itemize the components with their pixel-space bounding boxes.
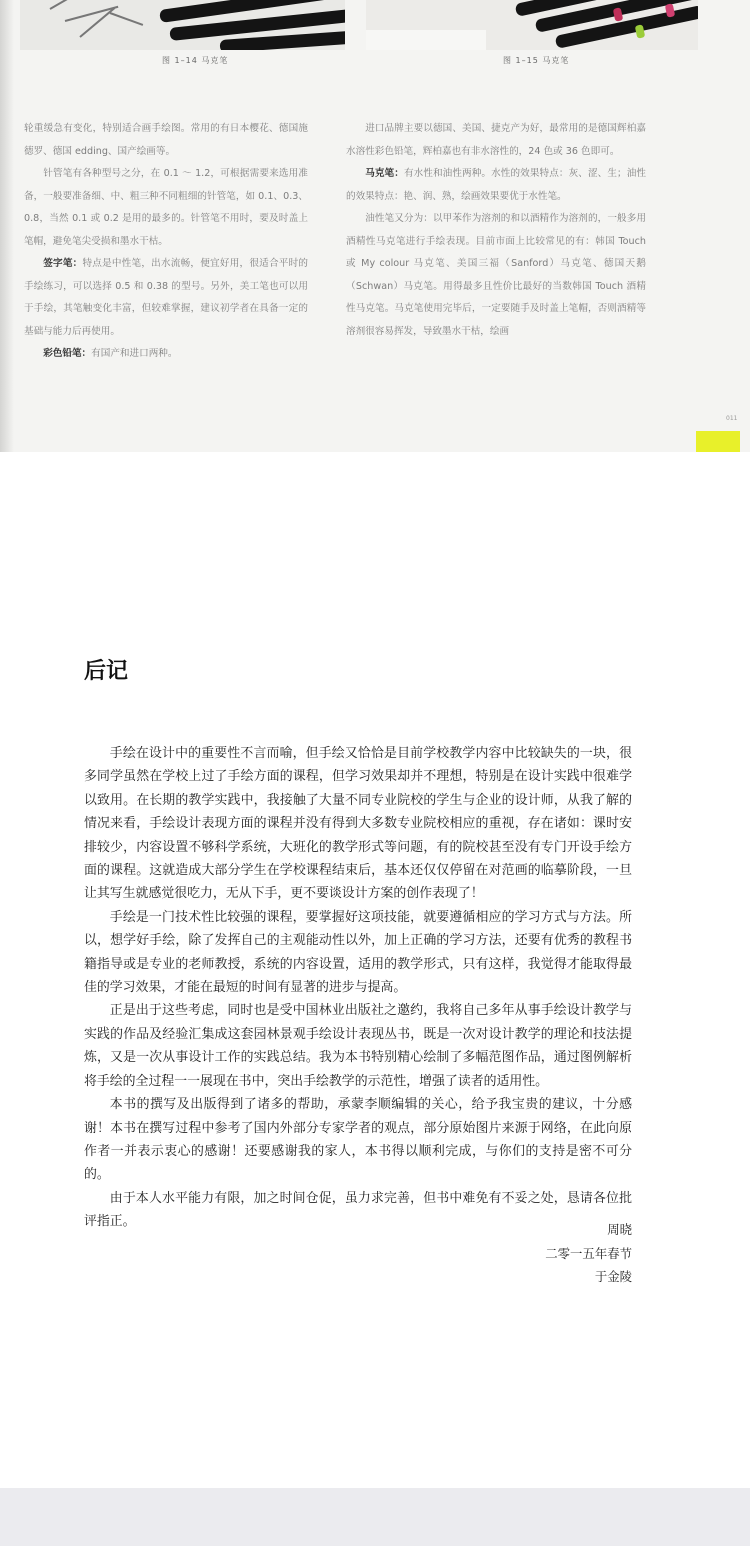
paper-sheet [366, 30, 486, 50]
signature-place: 于金陵 [594, 1269, 632, 1284]
right-text-column [346, 118, 646, 343]
figure-caption-left: 图 1–14 马克笔 [162, 56, 229, 65]
paragraph: 彩色铅笔：有国产和进口两种。 [43, 348, 178, 359]
afterword-paragraph: 本书的撰写及出版得到了诸多的帮助，承蒙李顺编辑的关心，给予我宝贵的建议，十分感谢！本书在撰写过程中参考了国内外部分专家学者的观点，部分原始图片来源于网络，在此向原作者一并表示衷心的感谢！还要感谢我的家人，本书得以顺利完成，与你们的支持是密不可分的。 [84, 1097, 632, 1183]
sketch-stroke [50, 0, 86, 10]
paragraph: 油性笔又分为：以甲苯作为溶剂的和以酒精作为溶剂的，一般多用酒精性马克笔进行手绘表现。目前市面上比较常见的有：韩国 Touch 或 My colour 马克笔、美国三福（Sanford）马克笔、德国天鹅（Schwan）马克笔。用得最多且性价比最好的当数韩国 Touch 酒精性马克笔。马克笔使用完毕后，一定要随手及时盖上笔帽，否则酒精等溶剂很容易挥发，导致墨水干枯，绘画 [346, 213, 646, 337]
term-label: 签字笔： [43, 258, 83, 269]
paragraph: 马克笔：有水性和油性两种。水性的效果特点：灰、涩、生；油性的效果特点：艳、润、熟，绘画效果要优于水性笔。 [346, 168, 647, 202]
marker-cap [665, 3, 676, 17]
afterword-paragraph: 正是出于这些考虑，同时也是受中国林业出版社之邀约，我将自己多年从事手绘设计教学与实践的作品及经验汇集成这套园林景观手绘设计表现丛书，既是一次对设计教学的理论和技法提炼，又是一次从事设计工作的实践总结。我为本书特别精心绘制了多幅范图作品，通过图例解析将手绘的全过程一一展现在书中，突出手绘教学的示范性，增强了读者的适用性。 [84, 1003, 632, 1089]
afterword-paragraph: 手绘在设计中的重要性不言而喻，但手绘又恰恰是目前学校教学内容中比较缺失的一块，很多同学虽然在学校上过了手绘方面的课程，但学习效果却并不理想，特别是在设计实践中很难学以致用。在长期的教学实践中，我接触了大量不同专业院校的学生与企业的设计师，从我了解的情况来看，手绘设计表现方面的课程并没有得到大多数专业院校相应的重视，存在诸如：课时安排较少，内容设置不够科学系统，大班化的教学形式等问题，有的院校甚至没有专门开设手绘方面的课程。这就造成大部分学生在学校课程结束后，基本还仅仅停留在对范画的临摹阶段，一旦让其写生就感觉很吃力，无从下手，更不要谈设计方案的创作表现了！ [84, 746, 632, 902]
sketch-stroke [110, 12, 144, 26]
paragraph: 轮重缓急有变化，特别适合画手绘图。常用的有日本樱花、德国施德罗、德国 edding、国产绘画等。 [24, 123, 308, 157]
term-label: 马克笔： [365, 168, 404, 179]
afterword-paragraph: 由于本人水平能力有限，加之时间仓促，虽力求完善，但书中难免有不妥之处，恳请各位批评指正。 [84, 1190, 632, 1230]
page-number: 011 [726, 415, 738, 422]
viewer-bottom-bar [0, 1488, 750, 1546]
figure-caption-right: 图 1–15 马克笔 [503, 56, 570, 65]
afterword-title: 后记 [84, 659, 129, 684]
signature-date: 二零一五年春节 [545, 1245, 632, 1261]
left-text-column [24, 118, 308, 366]
afterword-body [84, 742, 632, 1234]
marker-photo-right [366, 0, 698, 50]
author-name: 周晓 [607, 1222, 632, 1237]
section-tab [696, 431, 740, 452]
term-label: 彩色铅笔： [43, 348, 92, 359]
paragraph: 针管笔有各种型号之分，在 0.1 ～ 1.2，可根据需要来选用准备，一般要准备细、中、粗三种不同粗细的针管笔，如 0.1、0.3、0.8，当然 0.1 或 0.2 是用的最多的。针管笔不用时，要及时盖上笔帽，避免笔尖受损和墨水干枯。 [24, 168, 308, 247]
paragraph: 进口品牌主要以德国、美国、捷克产为好，最常用的是德国辉柏嘉水溶性彩色铅笔，辉柏嘉也有非水溶性的，24 色或 36 色即可。 [346, 123, 646, 157]
afterword-paragraph: 手绘是一门技术性比较强的课程，要掌握好这项技能，就要遵循相应的学习方式与方法。所以，想学好手绘，除了发挥自己的主观能动性以外，加上正确的学习方法，还要有优秀的教程书籍指导或是专业的老师教授，系统的内容设置，适用的教学形式，只有这样，我觉得才能取得最佳的学习效果，才能在最短的时间有显著的进步与提高。 [84, 909, 632, 996]
marker-photo-left [20, 0, 345, 50]
paragraph: 签字笔：特点是中性笔，出水流畅，便宜好用，很适合平时的手绘练习，可以选择 0.5 和 0.38 的型号。另外，美工笔也可以用于手绘，其笔触变化丰富，但较难掌握，建议初学者在具备一定的基础与能力后再使用。 [24, 258, 309, 337]
signature-block [545, 1218, 632, 1289]
scanned-book-spread [0, 0, 750, 452]
page-gutter-shadow [0, 0, 14, 452]
